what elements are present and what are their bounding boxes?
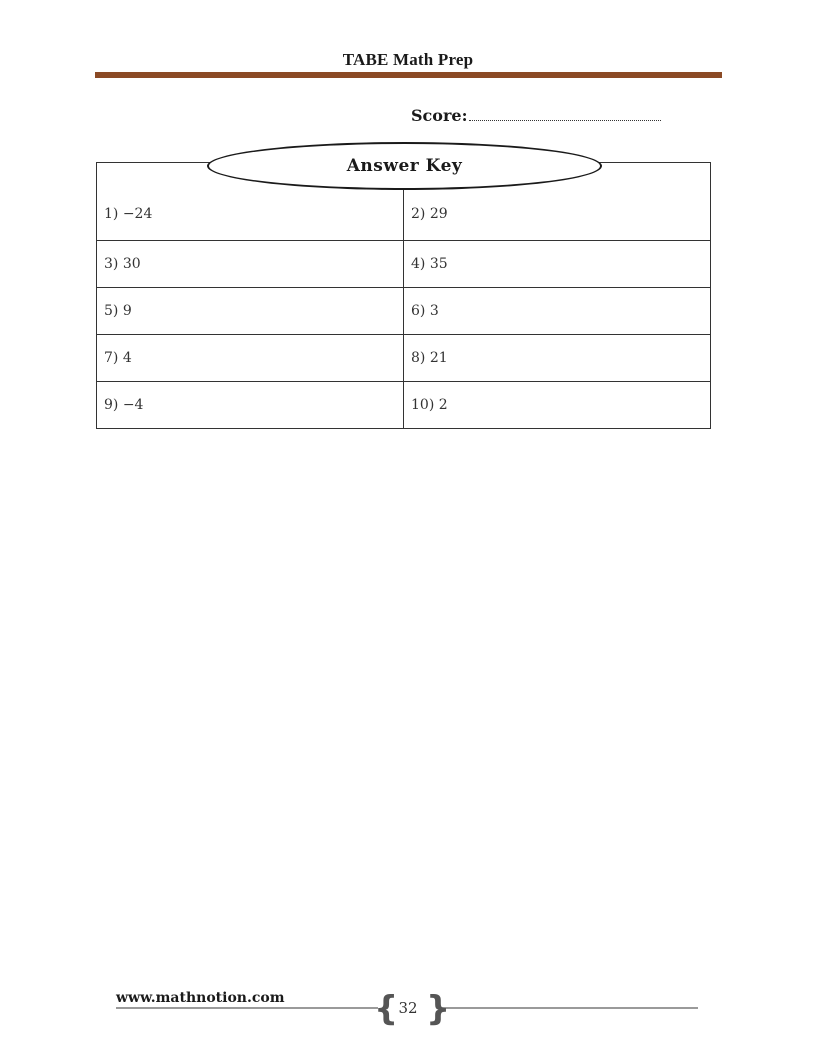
answer-table (96, 162, 711, 429)
answer-cell: 5) 9 (97, 288, 404, 335)
answer-cell: 3) 30 (97, 241, 404, 288)
table-row (97, 241, 711, 288)
score-blank (469, 112, 661, 121)
footer-website: www.mathnotion.com (116, 990, 285, 1006)
answer-cell: 2) 29 (404, 163, 711, 241)
answer-cell: 9) −4 (97, 382, 404, 429)
table-row (97, 335, 711, 382)
page-header-title: TABE Math Prep (342, 50, 474, 69)
answer-cell: 8) 21 (404, 335, 711, 382)
score-line (411, 106, 661, 125)
answer-key-title-oval (207, 142, 602, 190)
footer-divider-left (116, 1007, 378, 1009)
answer-cell: 1) −24 (97, 163, 404, 241)
header-divider (95, 72, 722, 78)
page-number-bracket-right: } (426, 989, 451, 1029)
table-row (97, 288, 711, 335)
answer-cell: 4) 35 (404, 241, 711, 288)
answer-cell: 10) 2 (404, 382, 711, 429)
answer-cell: 7) 4 (97, 335, 404, 382)
page-number-bracket-left: { (374, 989, 399, 1029)
page-number: 32 (398, 999, 418, 1017)
footer-divider-right (440, 1007, 698, 1009)
answer-key-title: Answer Key (346, 156, 463, 176)
answer-cell: 6) 3 (404, 288, 711, 335)
table-row (97, 382, 711, 429)
score-label: Score: (411, 106, 468, 125)
